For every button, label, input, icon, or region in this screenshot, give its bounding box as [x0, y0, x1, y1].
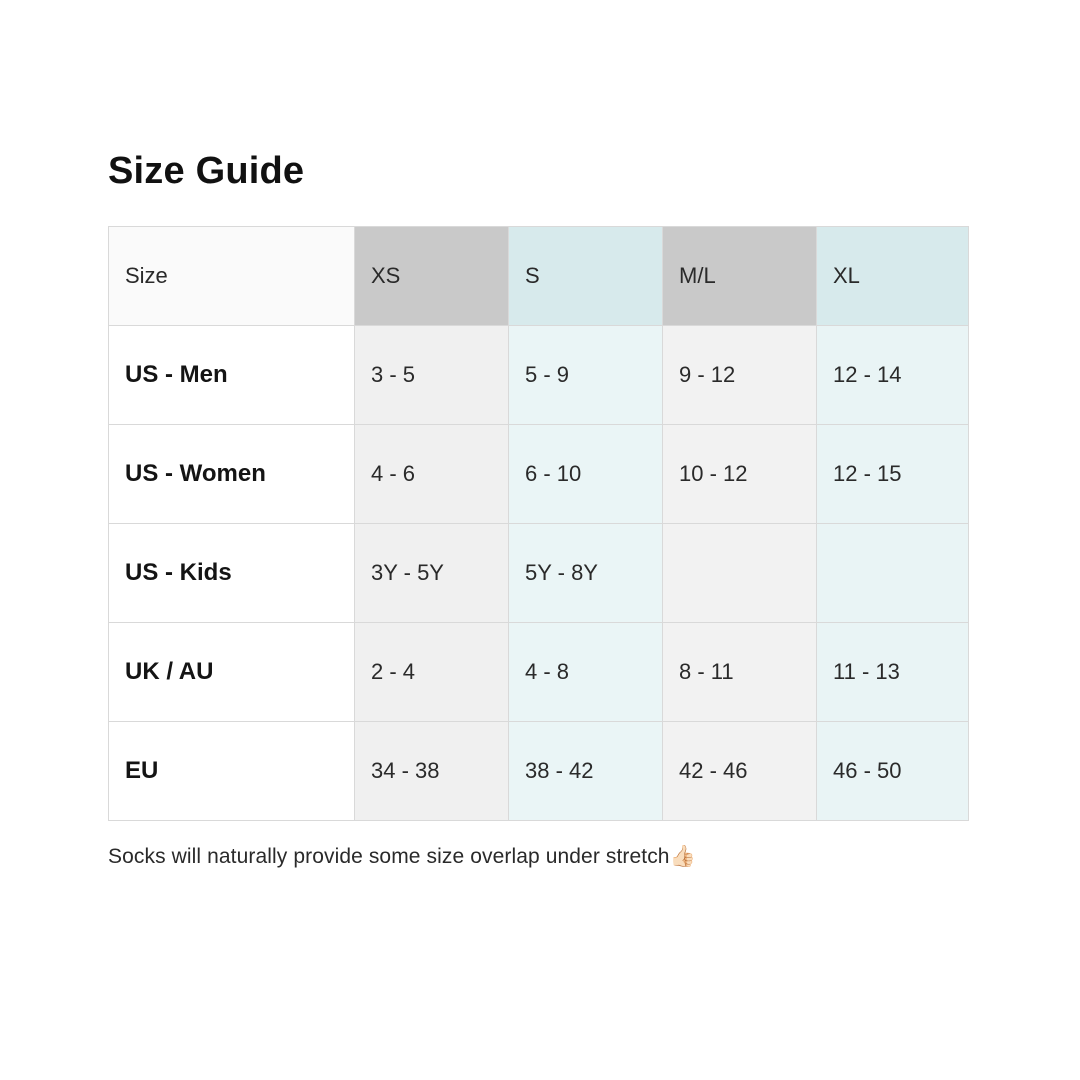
size-table-container [108, 226, 968, 821]
table-row [109, 623, 969, 722]
cell-eu-ml: 42 - 46 [663, 722, 817, 821]
table-row [109, 524, 969, 623]
cell-us-women-ml: 10 - 12 [663, 425, 817, 524]
row-label-uk-au: UK / AU [109, 623, 355, 722]
header-cell-size: Size [109, 227, 355, 326]
page-title: Size Guide [108, 150, 305, 192]
table-row [109, 722, 969, 821]
cell-us-men-s: 5 - 9 [509, 326, 663, 425]
size-table [108, 226, 969, 821]
footnote [108, 845, 696, 869]
cell-uk-au-xs: 2 - 4 [355, 623, 509, 722]
row-label-us-kids: US - Kids [109, 524, 355, 623]
cell-eu-xs: 34 - 38 [355, 722, 509, 821]
cell-uk-au-ml: 8 - 11 [663, 623, 817, 722]
cell-us-women-xl: 12 - 15 [817, 425, 969, 524]
footnote-text: Socks will naturally provide some size overlap under stretch [108, 845, 670, 868]
header-cell-s: S [509, 227, 663, 326]
table-row [109, 326, 969, 425]
cell-us-kids-s: 5Y - 8Y [509, 524, 663, 623]
cell-us-women-xs: 4 - 6 [355, 425, 509, 524]
table-header [109, 227, 969, 326]
table-row [109, 425, 969, 524]
header-cell-xs: XS [355, 227, 509, 326]
row-label-eu: EU [109, 722, 355, 821]
cell-uk-au-xl: 11 - 13 [817, 623, 969, 722]
row-label-us-women: US - Women [109, 425, 355, 524]
cell-us-kids-xs: 3Y - 5Y [355, 524, 509, 623]
header-cell-xl: XL [817, 227, 969, 326]
thumbs-up-icon: 👍🏻 [669, 845, 696, 868]
cell-uk-au-s: 4 - 8 [509, 623, 663, 722]
row-label-us-men: US - Men [109, 326, 355, 425]
cell-us-men-ml: 9 - 12 [663, 326, 817, 425]
header-cell-ml: M/L [663, 227, 817, 326]
cell-eu-xl: 46 - 50 [817, 722, 969, 821]
cell-eu-s: 38 - 42 [509, 722, 663, 821]
cell-us-men-xl: 12 - 14 [817, 326, 969, 425]
table-body [109, 326, 969, 821]
cell-us-kids-ml [663, 524, 817, 623]
table-header-row [109, 227, 969, 326]
cell-us-men-xs: 3 - 5 [355, 326, 509, 425]
cell-us-women-s: 6 - 10 [509, 425, 663, 524]
cell-us-kids-xl [817, 524, 969, 623]
